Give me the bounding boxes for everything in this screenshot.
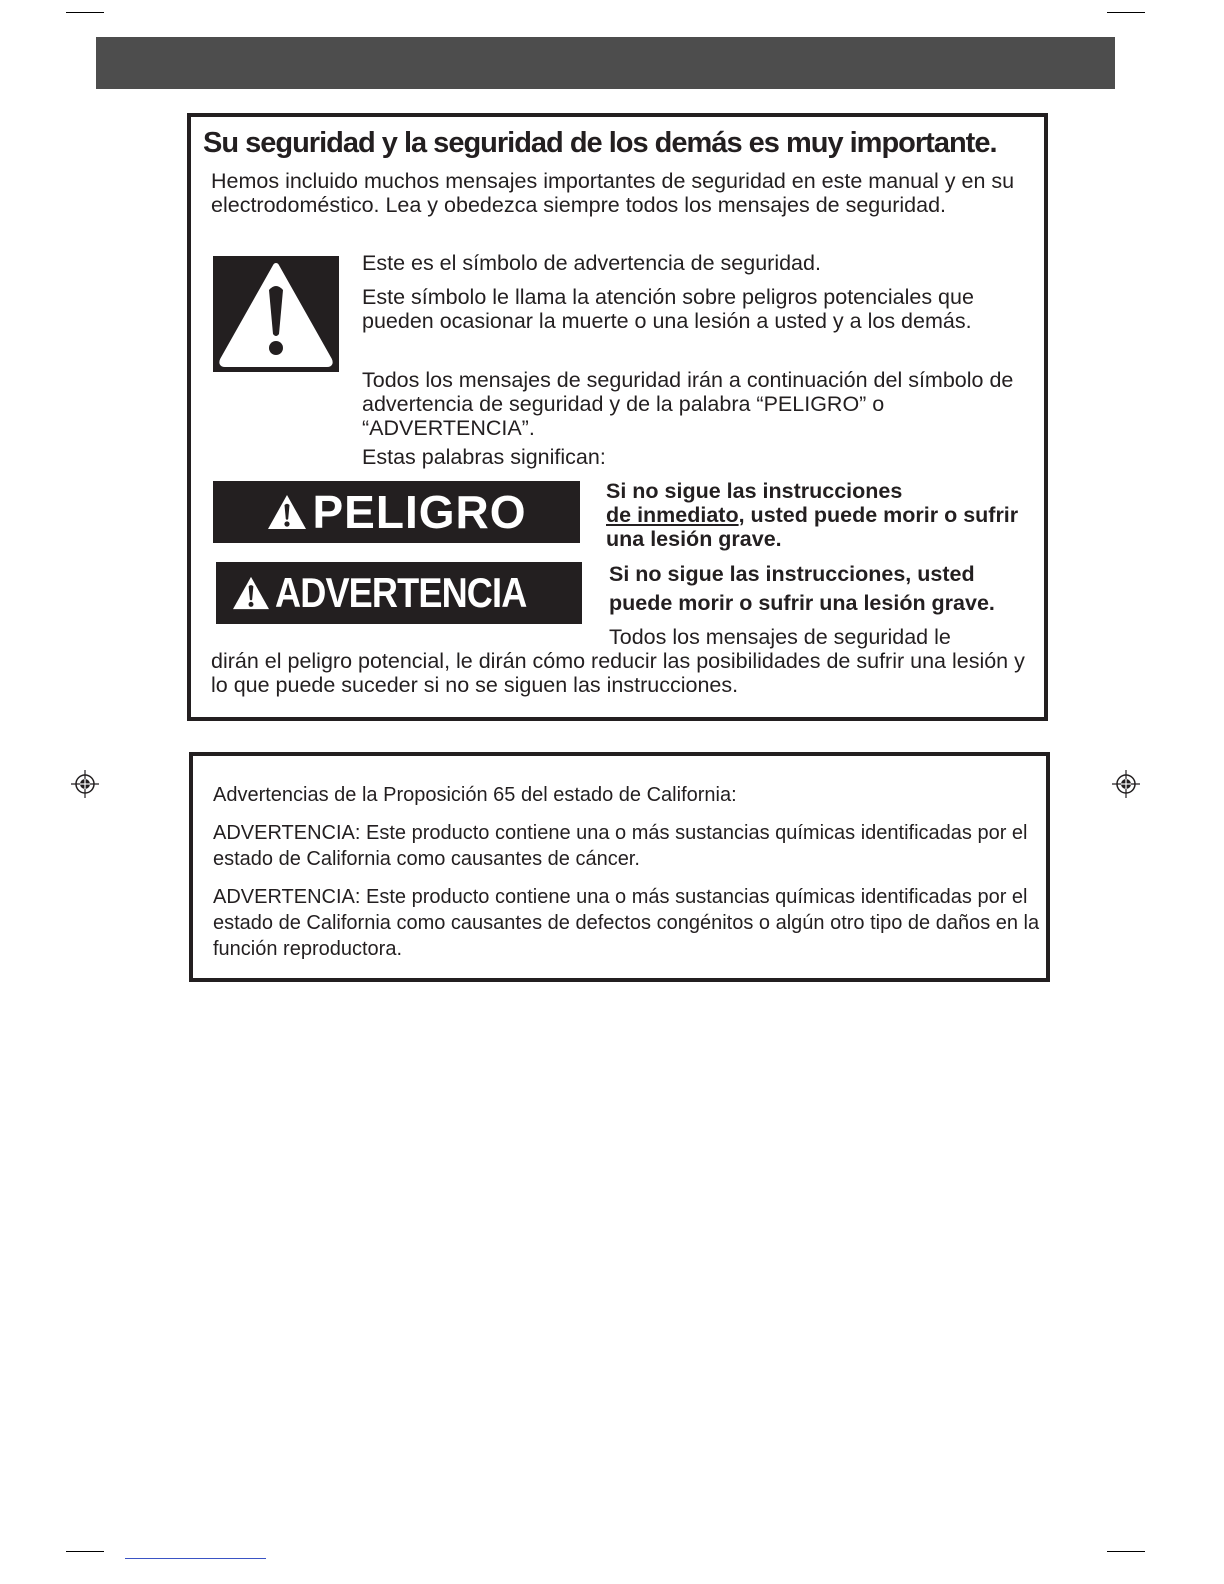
safety-info-box [187, 113, 1048, 721]
crop-mark [66, 12, 104, 13]
prop65-warning-cancer: ADVERTENCIA: Este producto contiene una o más sustancias químicas identificadas por el estado de California como causantes de cáncer. [213, 822, 1028, 870]
registration-mark-icon [71, 770, 99, 798]
prop65-warning-reproductive: ADVERTENCIA: Este producto contiene una o más sustancias químicas identificadas por el estado de California como causantes de defectos congénitos o algún otro tipo de daños en la función reproductora. [213, 886, 1040, 960]
crop-mark [1107, 12, 1145, 13]
header-bar [96, 37, 1115, 89]
signal-word-explanation: Todos los mensajes de seguridad irán a continuación del símbolo de advertencia de seguridad y de la palabra “PELIGRO” o “ADVERTENCIA”. [362, 368, 1014, 440]
registration-mark-icon [1112, 770, 1140, 798]
warning-triangle-icon [266, 493, 308, 531]
peligro-text-underlined: de inmediato [606, 503, 739, 527]
warning-triangle-icon [213, 256, 339, 372]
safety-final-line1: Todos los mensajes de seguridad le [609, 625, 951, 649]
advertencia-label [216, 562, 582, 624]
prop65-heading: Advertencias de la Proposición 65 del estado de California: [213, 784, 737, 806]
advertencia-word: ADVERTENCIA [274, 569, 527, 616]
peligro-text-b: , usted puede morir o sufrir una lesión grave. [606, 503, 1019, 551]
peligro-label [213, 481, 580, 543]
safety-intro: Hemos incluido muchos mensajes importantes de seguridad en este manual y en su electrodoméstico. Lea y obedezca siempre todos los mensajes de seguridad. [211, 169, 1015, 217]
symbol-description: Este es el símbolo de advertencia de seguridad. [362, 251, 821, 275]
signal-words-intro: Estas palabras significan: [362, 445, 606, 469]
peligro-description [606, 479, 1026, 551]
crop-mark [1107, 1551, 1145, 1552]
safety-title: Su seguridad y la seguridad de los demás es muy importante. [203, 127, 997, 159]
peligro-text-a: Si no sigue las instrucciones [606, 479, 903, 503]
warning-triangle-icon [231, 575, 271, 611]
crop-mark [66, 1551, 104, 1552]
symbol-explanation: Este símbolo le llama la atención sobre peligros potenciales que pueden ocasionar la muerte o una lesión a usted y a los demás. [362, 285, 974, 333]
peligro-word: PELIGRO [312, 486, 527, 538]
advertencia-description: Si no sigue las instrucciones, usted puede morir o sufrir una lesión grave. [609, 562, 995, 615]
safety-final-line2: dirán el peligro potencial, le dirán cómo reducir las posibilidades de sufrir una lesión y lo que puede suceder si no se siguen las instrucciones. [211, 649, 1025, 697]
prop65-box [189, 752, 1050, 982]
footer-rule [125, 1558, 266, 1559]
